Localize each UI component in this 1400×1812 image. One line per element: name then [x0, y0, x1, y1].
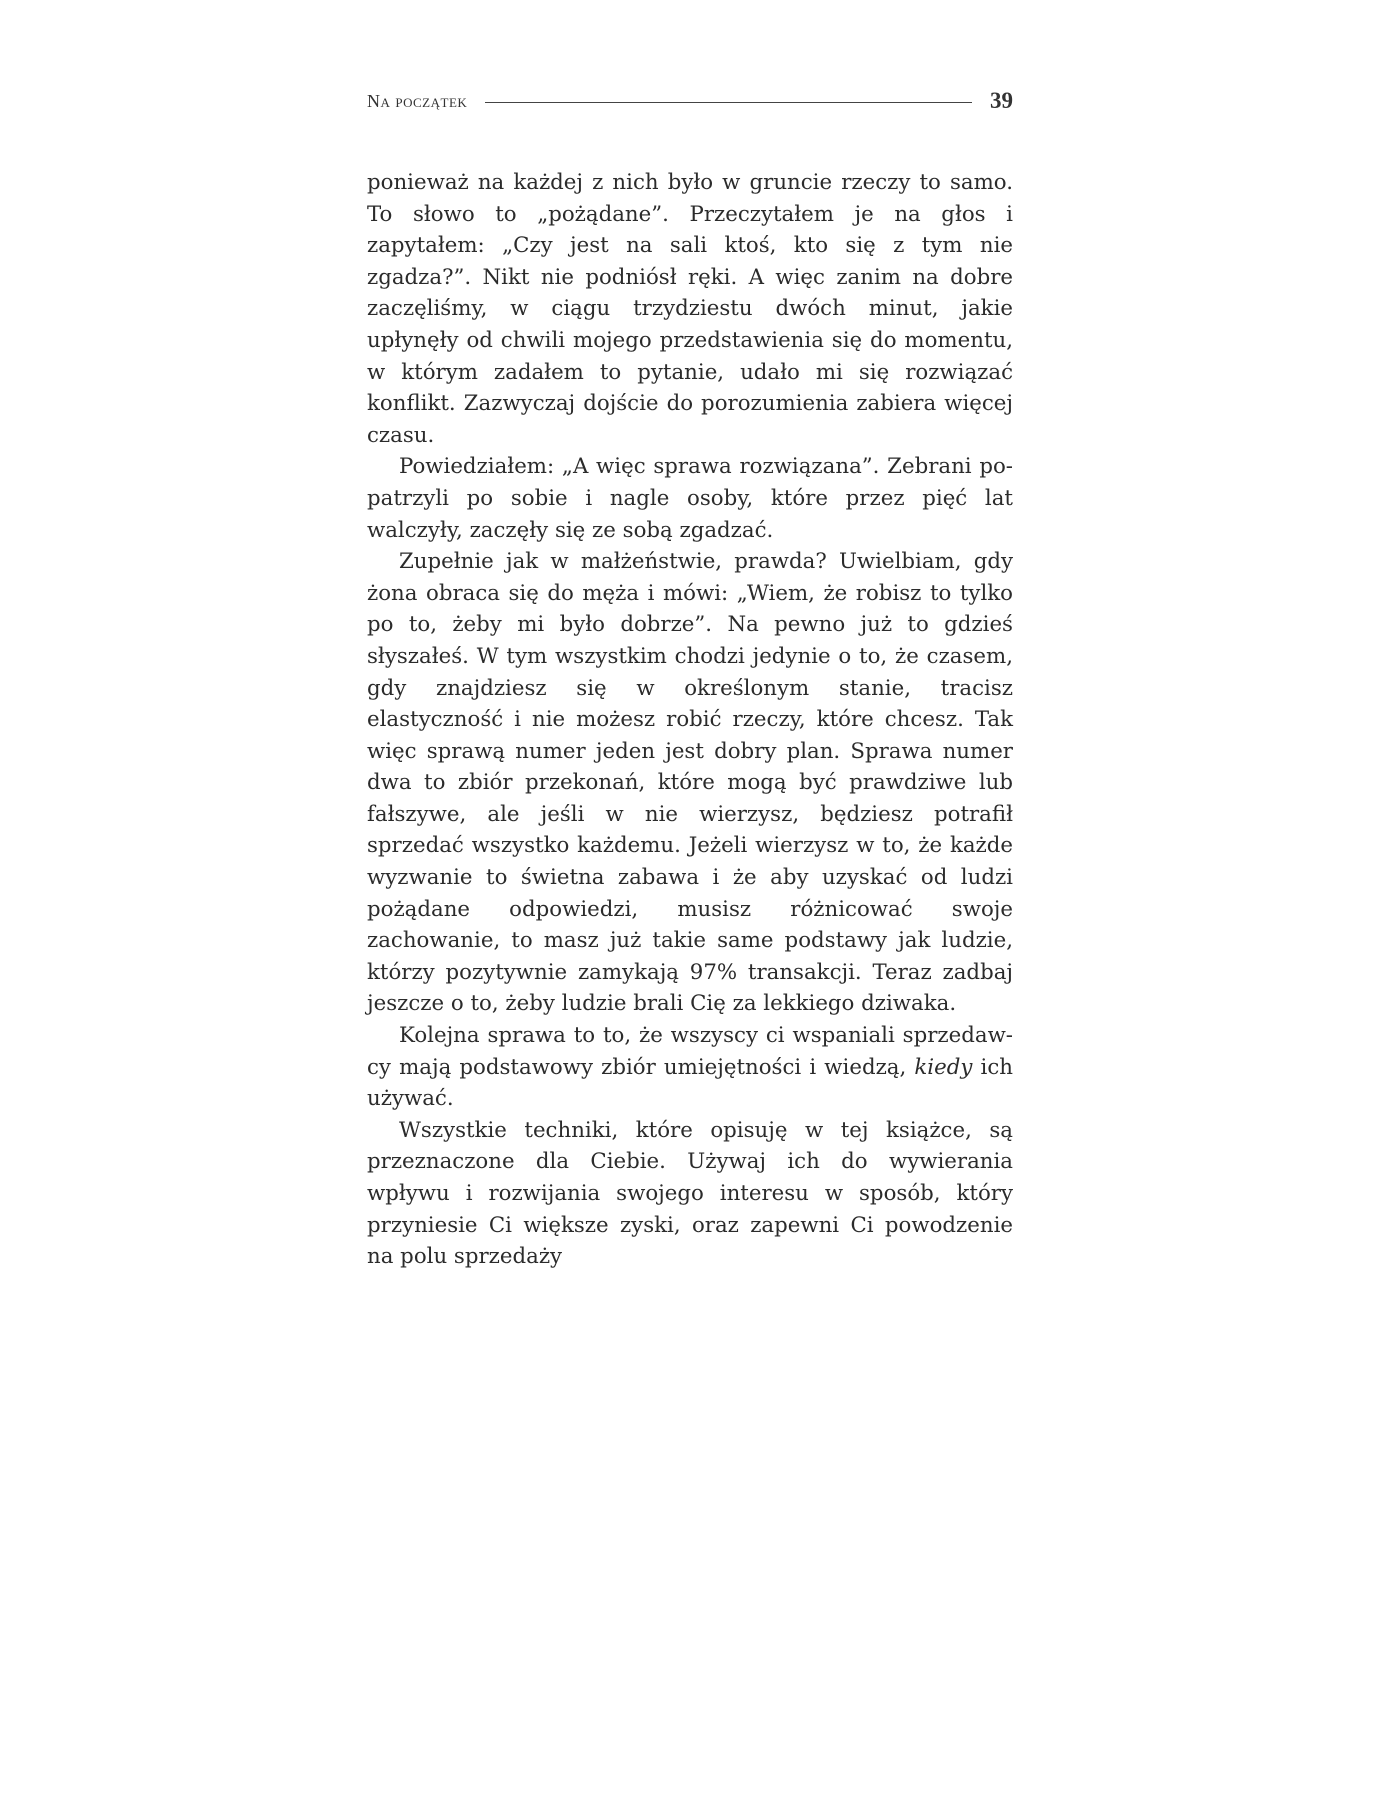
header-rule: [485, 102, 972, 103]
body-text: [367, 167, 1013, 1273]
running-title: Na początek: [367, 90, 468, 111]
paragraph-2: Powiedziałem: „A więc sprawa rozwiązana”. Zebrani popatrzyli po sobie i nagle osoby, które przez pięć lat walczyły, zaczęły się ze sobą zgadzać.: [367, 454, 1013, 543]
paragraph-4-text-before: Kolejna sprawa to to, że wszyscy ci wspaniali sprzedawcy mają podstawowy zbiór umiejętności i wiedzą,: [367, 1023, 1013, 1080]
paragraph-5: Wszystkie techniki, które opisuję w tej książce, są przeznaczone dla Ciebie. Używaj ich do wywierania wpływu i rozwijania swojego interesu w sposób, który przyniesie Ci większe zyski, oraz zapewni Ci powodzenie na polu sprzedaży: [367, 1117, 1013, 1270]
paragraph-4-emphasis: kiedy: [914, 1054, 973, 1080]
paragraph-3: Zupełnie jak w małżeństwie, prawda? Uwielbiam, gdy żona obraca się do męża i mówi: „Wiem, że robisz to tylko po to, żeby mi było dobrze”. Na pewno już to gdzieś słyszałeś. W tym wszystkim chodzi jedynie o to, że czasem, gdy znajdziesz się w określonym stanie, tracisz elastyczność i nie możesz robić rzeczy, które chcesz. Tak więc sprawą numer jeden jest dobry plan. Sprawa numer dwa to zbiór przekonań, które mogą być prawdziwe lub fałszywe, ale jeśli w nie wierzysz, będziesz potrafił sprzedać wszystko każdemu. Jeżeli wierzysz w to, że każde wyzwanie to świetna zabawa i że aby uzyskać od ludzi pożądane odpowiedzi, musisz różnicować swoje zachowanie, to masz już takie same podstawy jak ludzie, którzy pozytywnie zamykają 97% transakcji. Teraz zadbaj jeszcze o to, żeby ludzie brali Cię za lekkiego dziwaka.: [367, 549, 1013, 1017]
page-number: 39: [990, 88, 1013, 113]
paragraph-4-text-after: ich używać.: [367, 1054, 1013, 1112]
paragraph-1: ponieważ na każdej z nich było w gruncie rzeczy to samo. To słowo to „pożądane”. Przeczytałem je na głos i zapytałem: „Czy jest na sali ktoś, kto się z tym nie zgadza?”. Nikt nie podniósł ręki. A więc zanim na dobre zaczęliśmy, w ciągu trzydziestu dwóch minut, jakie upłynęły od chwili mojego przedstawienia się do momentu, w którym zadałem to pytanie, udało mi się rozwiązać konflikt. Zazwyczaj dojście do porozumienia zabiera więcej czasu.: [367, 170, 1013, 448]
paragraph-4: [367, 1020, 1013, 1115]
running-header: [367, 86, 1013, 116]
